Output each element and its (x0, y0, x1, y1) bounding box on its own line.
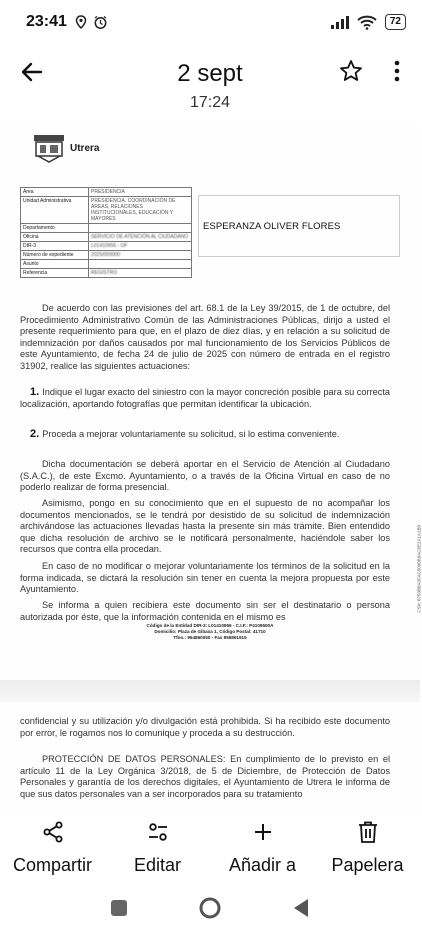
footer-line-1: Código de la Entidad DIR-3: L01410956 - C.I.F.: P4109500A (146, 623, 274, 628)
alarm-icon (93, 15, 108, 30)
battery-indicator: 72 (385, 14, 406, 30)
metadata-label: Unidad Administrativa (21, 197, 89, 224)
share-icon (40, 819, 66, 845)
metadata-row (21, 260, 192, 269)
paragraph-confidential-end: confidencial y su utilización y/o divulgación está prohibida. Si ha recibido este documento por error, le rogamos nos lo comunique y proceda a su destrucción. (20, 716, 390, 738)
square-recents-icon (110, 899, 128, 917)
system-nav-bar (0, 887, 420, 933)
addressee-name: ESPERANZA OLIVER FLORES (203, 220, 341, 232)
item-2-text: Proceda a mejorar voluntariamente su solicitud, si lo estima conveniente. (42, 429, 340, 439)
trash-icon (355, 819, 381, 845)
metadata-value: REGISTRO (89, 269, 192, 278)
photo-date: 2 sept (177, 60, 243, 87)
bottom-action-bar (0, 815, 420, 887)
status-icons-right (331, 14, 406, 30)
favorite-button[interactable] (336, 56, 366, 86)
numbered-item-2 (20, 429, 390, 441)
star-icon (339, 59, 363, 83)
edit-sliders-icon (145, 819, 171, 845)
metadata-row (21, 251, 192, 260)
wifi-icon (357, 15, 377, 30)
metadata-row (21, 242, 192, 251)
trash-button[interactable] (315, 815, 420, 887)
location-icon (75, 15, 87, 29)
paragraph-modification: En caso de no modificar o mejorar voluntariamente los términos de la solicitud en la forma indicada, se dictará la resolución sin tener en cuenta la mejora propuesta por este Ayuntamiento. (20, 561, 390, 595)
addressee-box (198, 195, 400, 257)
side-verification-code: CSV: 0750B6A3FAC5090B9AC6E2A1A1B0 (417, 525, 422, 613)
paragraph-documentation: Dicha documentación se deberá aportar en el Servicio de Atención al Ciudadano (S.A.C.), de este Excmo. Ayuntamiento, o a través de la Oficina Virtual en caso de no poderlo realizar de forma presencial. (20, 459, 390, 493)
metadata-label: Departamento (21, 224, 89, 233)
item-1-text: Indique el lugar exacto del siniestro con la mayor concreción posible para su correcta localización, aportando fotografías que permitan identificar la ubicación. (20, 387, 390, 409)
circle-home-icon (198, 896, 222, 920)
add-to-button[interactable] (210, 815, 315, 887)
metadata-label: Número de expediente (21, 251, 89, 260)
metadata-row (21, 224, 192, 233)
edit-button[interactable] (105, 815, 210, 887)
metadata-value: L01410956 - OF (89, 242, 192, 251)
metadata-label: Asunto (21, 260, 89, 269)
more-vert-icon (394, 60, 400, 82)
status-bar (0, 0, 420, 44)
metadata-row (21, 197, 192, 224)
status-icons-left (75, 15, 108, 30)
paragraph-confidential-start: Se informa a quien recibiera este documento sin ser el destinatario o persona autorizada por éste, que la información contenida en el mismo es (20, 600, 390, 622)
item-2-number: 2. (30, 428, 40, 440)
document-page-1 (0, 125, 420, 680)
status-time: 23:41 (26, 13, 67, 30)
metadata-label: Oficina (21, 233, 89, 242)
signal-icon (331, 16, 349, 29)
numbered-item-1 (20, 387, 390, 410)
metadata-value (89, 260, 192, 269)
metadata-value: SERVICIO DE ATENCIÓN AL CIUDADANO (89, 233, 192, 242)
app-bar (0, 46, 420, 120)
triangle-back-icon (292, 898, 310, 918)
metadata-row (21, 188, 192, 197)
home-button[interactable] (198, 896, 222, 925)
back-nav-button[interactable] (292, 898, 310, 923)
metadata-value: 2025/000000 (89, 251, 192, 260)
footer-line-3: Tfno.: 954860050 - Fax 955861915 (173, 635, 247, 640)
edit-label: Editar (133, 855, 182, 875)
paragraph-intro: De acuerdo con las previsiones del art. 68.1 de la Ley 39/2015, de 1 de octubre, del Procedimiento Administrativo Común de las Administraciones Públicas, dirijo a usted el presente requerimiento para que, en el plazo de diez días, y en relación a su solicitud de indemnización por daños causados por mal funcionamiento de los Servicios Públicos de este Ayuntamiento, de fecha 24 de julio de 2025 con número de entrada en el registro 31902, realice las siguientes actuaciones: (20, 303, 390, 371)
plus-icon (250, 819, 276, 845)
document-page-2 (0, 702, 420, 815)
photo-time: 17:24 (189, 94, 231, 111)
item-1-number: 1. (30, 386, 40, 398)
footer-line-2: Domicilio: Plaza de Gibaxa 1, Código Postal: 41710 (154, 629, 266, 634)
more-options-button[interactable] (388, 56, 406, 86)
recents-button[interactable] (110, 899, 128, 922)
add-to-label: Añadir a (228, 855, 297, 875)
share-label: Compartir (12, 855, 92, 875)
document-metadata-table (20, 187, 192, 278)
metadata-label: Área (21, 188, 89, 197)
utrera-logo (32, 133, 99, 163)
coat-of-arms-icon (32, 133, 66, 163)
logo-text: Utrera (70, 142, 100, 154)
paragraph-data-protection: PROTECCIÓN DE DATOS PERSONALES: En cumplimiento de lo previsto en el artículo 11 de la Ley Orgánica 3/2018, de 5 de Diciembre, de Protección de Datos Personales y garantía de los derechos digitales, el Ayuntamiento de Utrera le informa de que sus datos personales van a ser incorporados para su tratamiento (20, 754, 390, 799)
page-separator (0, 680, 420, 702)
metadata-row (21, 233, 192, 242)
metadata-value: PRESIDENCIA, COORDINACIÓN DE ÁREAS, RELACIONES INSTITUCIONALES, EDUCACIÓN Y MAYORES (89, 197, 192, 224)
paragraph-desistimiento: Asimismo, pongo en su conocimiento que en el supuesto de no acompañar los documentos mencionados, se le tendrá por desistido de su solicitud de indemnización archivándose las actuaciones llevadas hasta la presente sin más trámite. Bien entendido que dicha resolución de archivo se le notificará personalmente, haciéndole saber los recursos que contra ella procedan. (20, 498, 390, 555)
document-photo[interactable] (0, 125, 420, 815)
share-button[interactable] (0, 815, 105, 887)
metadata-value: PRESIDENCIA (89, 188, 192, 197)
trash-label: Papelera (331, 855, 404, 875)
metadata-label: DIR-3 (21, 242, 89, 251)
metadata-label: Referencia (21, 269, 89, 278)
document-footer (110, 623, 310, 641)
metadata-value (89, 224, 192, 233)
metadata-row (21, 269, 192, 278)
